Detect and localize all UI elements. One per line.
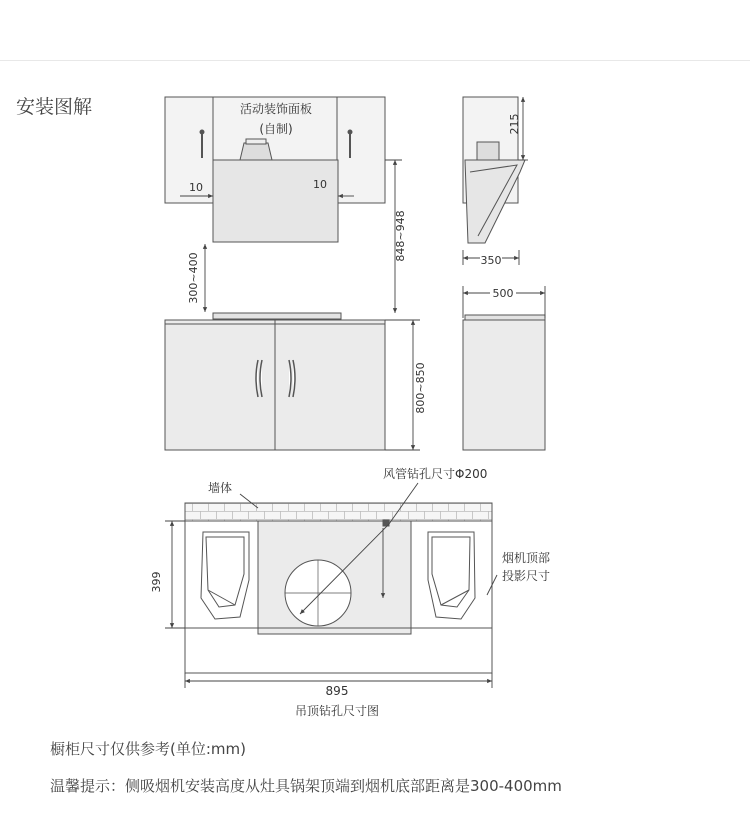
decorative-panel (213, 160, 338, 242)
side-counter-top (465, 315, 545, 320)
ceiling-width-label: 895 (325, 684, 349, 698)
hood-depth-label: 350 (480, 254, 502, 267)
duct-connector (240, 143, 272, 160)
side-base-cabinet (463, 320, 545, 450)
hood-bottom-strip (213, 313, 341, 319)
projection-label: 烟机顶部 (502, 551, 551, 565)
panel-label-note: (自制) (259, 122, 293, 136)
gap-right-label: 10 (313, 178, 327, 191)
counter-depth-label: 500 (492, 287, 514, 300)
left-hood-profile (201, 532, 249, 619)
side-duct (477, 142, 499, 160)
section-title: 安装图解 (16, 96, 93, 118)
ceiling-caption: 吊顶钻孔尺寸图 (294, 704, 380, 718)
installation-tip: 温馨提示：侧吸烟机安装高度从灶具锅架顶端到烟机底部距离是300-400mm (50, 777, 562, 795)
ceiling-height-label: 399 (150, 571, 163, 593)
counter-height-label: 800~850 (414, 362, 427, 414)
right-hood-profile (428, 532, 475, 619)
ceiling-view (185, 503, 492, 673)
duct-hole-label: 风管钻孔尺寸Φ200 (383, 467, 488, 481)
projection-label-line2: 投影尺寸 (502, 569, 551, 583)
duct-height-label: 215 (508, 113, 521, 135)
dimension-note: 橱柜尺寸仅供参考(单位:mm) (50, 740, 246, 758)
hood-height-label: 300~400 (187, 252, 200, 304)
brick-wall (185, 503, 492, 521)
side-view (463, 97, 545, 450)
panel-label: 活动装饰面板 (239, 102, 313, 116)
wall-label: 墙体 (208, 481, 233, 495)
cabinet-height-label: 848~948 (394, 210, 407, 262)
gap-left-label: 10 (189, 181, 203, 194)
